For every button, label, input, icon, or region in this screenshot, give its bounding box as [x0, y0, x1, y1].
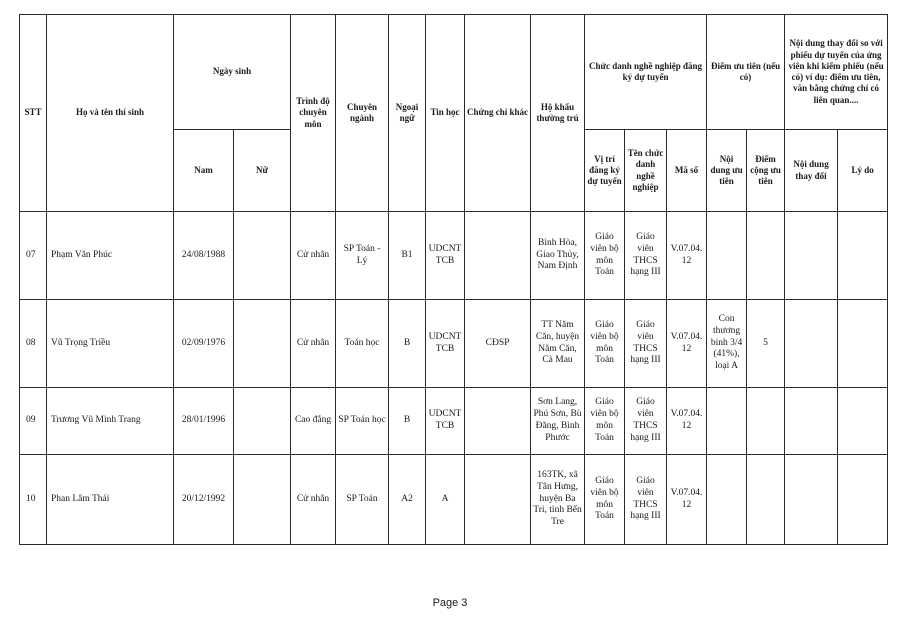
- cell-major: SP Toán học: [336, 388, 389, 455]
- cell-stt: 08: [20, 300, 47, 388]
- cell-change-content: [785, 455, 838, 545]
- header-change-group: Nội dung thay đổi so với phiếu dự tuyển của ứng viên khi kiểm phiếu (nếu có) ví dụ: điểm ưu tiên, văn bằng chứng chỉ có liên quan....: [785, 15, 888, 130]
- cell-name: Phan Lâm Thái: [47, 455, 174, 545]
- cell-name: Phạm Văn Phúc: [47, 212, 174, 300]
- cell-female: [234, 455, 291, 545]
- cell-reason: [838, 455, 888, 545]
- cell-name: Trương Vũ Minh Trang: [47, 388, 174, 455]
- cell-residence: Bình Hòa, Giao Thủy, Nam Định: [531, 212, 585, 300]
- cell-reason: [838, 212, 888, 300]
- candidate-table: [19, 14, 888, 545]
- cell-qualification: Cử nhân: [291, 455, 336, 545]
- header-reason: Lý do: [838, 130, 888, 212]
- cell-it: UDCNT TCB: [426, 212, 465, 300]
- table-body: [20, 212, 888, 545]
- cell-priority-content: [707, 388, 747, 455]
- header-qualification: Trình độ chuyên môn: [291, 15, 336, 212]
- cell-qualification: Cử nhân: [291, 300, 336, 388]
- cell-female: [234, 212, 291, 300]
- cell-code: V.07.04. 12: [667, 300, 707, 388]
- cell-priority-content: [707, 212, 747, 300]
- cell-language: B1: [389, 212, 426, 300]
- header-position-group: Chức danh nghề nghiệp đăng ký dự tuyển: [585, 15, 707, 130]
- cell-residence: Sơn Lang, Phú Sơn, Bù Đăng, Bình Phước: [531, 388, 585, 455]
- cell-stt: 09: [20, 388, 47, 455]
- cell-name: Vũ Trọng Triều: [47, 300, 174, 388]
- header-dob: Ngày sinh: [174, 15, 291, 130]
- cell-reason: [838, 300, 888, 388]
- cell-title: Giáo viên THCS hạng III: [625, 300, 667, 388]
- cell-change-content: [785, 212, 838, 300]
- cell-qualification: Cử nhân: [291, 212, 336, 300]
- cell-priority-content: Con thương binh 3/4 (41%), loại A: [707, 300, 747, 388]
- cell-change-content: [785, 388, 838, 455]
- cell-male: 28/01/1996: [174, 388, 234, 455]
- table-row: [20, 388, 888, 455]
- cell-female: [234, 388, 291, 455]
- cell-other-cert: [465, 388, 531, 455]
- header-position: Vị trí đăng ký dự tuyển: [585, 130, 625, 212]
- cell-position: Giáo viên bộ môn Toán: [585, 388, 625, 455]
- header-female: Nữ: [234, 130, 291, 212]
- header-name: Họ và tên thí sinh: [47, 15, 174, 212]
- cell-stt: 07: [20, 212, 47, 300]
- cell-reason: [838, 388, 888, 455]
- cell-priority-points: [747, 212, 785, 300]
- table-row: [20, 300, 888, 388]
- cell-title: Giáo viên THCS hạng III: [625, 212, 667, 300]
- header-major: Chuyên ngành: [336, 15, 389, 212]
- cell-other-cert: [465, 212, 531, 300]
- cell-qualification: Cao đẳng: [291, 388, 336, 455]
- table-row: [20, 455, 888, 545]
- cell-language: B: [389, 300, 426, 388]
- cell-stt: 10: [20, 455, 47, 545]
- cell-title: Giáo viên THCS hạng III: [625, 455, 667, 545]
- cell-male: 20/12/1992: [174, 455, 234, 545]
- cell-code: V.07.04. 12: [667, 212, 707, 300]
- cell-priority-content: [707, 455, 747, 545]
- cell-language: B: [389, 388, 426, 455]
- cell-residence: 163TK, xã Tân Hưng, huyện Ba Tri, tỉnh Bến Tre: [531, 455, 585, 545]
- table-header: [20, 15, 888, 212]
- cell-code: V.07.04. 12: [667, 388, 707, 455]
- cell-other-cert: CĐSP: [465, 300, 531, 388]
- cell-code: V.07.04. 12: [667, 455, 707, 545]
- header-it: Tin học: [426, 15, 465, 212]
- cell-change-content: [785, 300, 838, 388]
- cell-it: UDCNT TCB: [426, 388, 465, 455]
- cell-title: Giáo viên THCS hạng III: [625, 388, 667, 455]
- page-number: Page 3: [432, 597, 468, 609]
- header-other-cert: Chứng chỉ khác: [465, 15, 531, 212]
- cell-position: Giáo viên bộ môn Toán: [585, 212, 625, 300]
- cell-major: SP Toán: [336, 455, 389, 545]
- cell-priority-points: [747, 388, 785, 455]
- header-priority-content: Nội dung ưu tiên: [707, 130, 747, 212]
- cell-male: 02/09/1976: [174, 300, 234, 388]
- cell-male: 24/08/1988: [174, 212, 234, 300]
- header-priority-points: Điểm cộng ưu tiên: [747, 130, 785, 212]
- header-residence: Hộ khẩu thường trú: [531, 15, 585, 212]
- header-priority-group: Điểm ưu tiên (nếu có): [707, 15, 785, 130]
- cell-position: Giáo viên bộ môn Toán: [585, 455, 625, 545]
- cell-priority-points: [747, 455, 785, 545]
- cell-major: SP Toán - Lý: [336, 212, 389, 300]
- cell-language: A2: [389, 455, 426, 545]
- cell-position: Giáo viên bộ môn Toán: [585, 300, 625, 388]
- header-language: Ngoại ngữ: [389, 15, 426, 212]
- header-stt: STT: [20, 15, 47, 212]
- cell-female: [234, 300, 291, 388]
- table-row: [20, 212, 888, 300]
- header-change-content: Nội dung thay đổi: [785, 130, 838, 212]
- cell-other-cert: [465, 455, 531, 545]
- cell-it: UDCNT TCB: [426, 300, 465, 388]
- header-code: Mã số: [667, 130, 707, 212]
- cell-priority-points: 5: [747, 300, 785, 388]
- header-male: Nam: [174, 130, 234, 212]
- cell-it: A: [426, 455, 465, 545]
- header-title: Tên chức danh nghề nghiệp: [625, 130, 667, 212]
- cell-residence: TT Năm Căn, huyện Năm Căn, Cà Mau: [531, 300, 585, 388]
- cell-major: Toán học: [336, 300, 389, 388]
